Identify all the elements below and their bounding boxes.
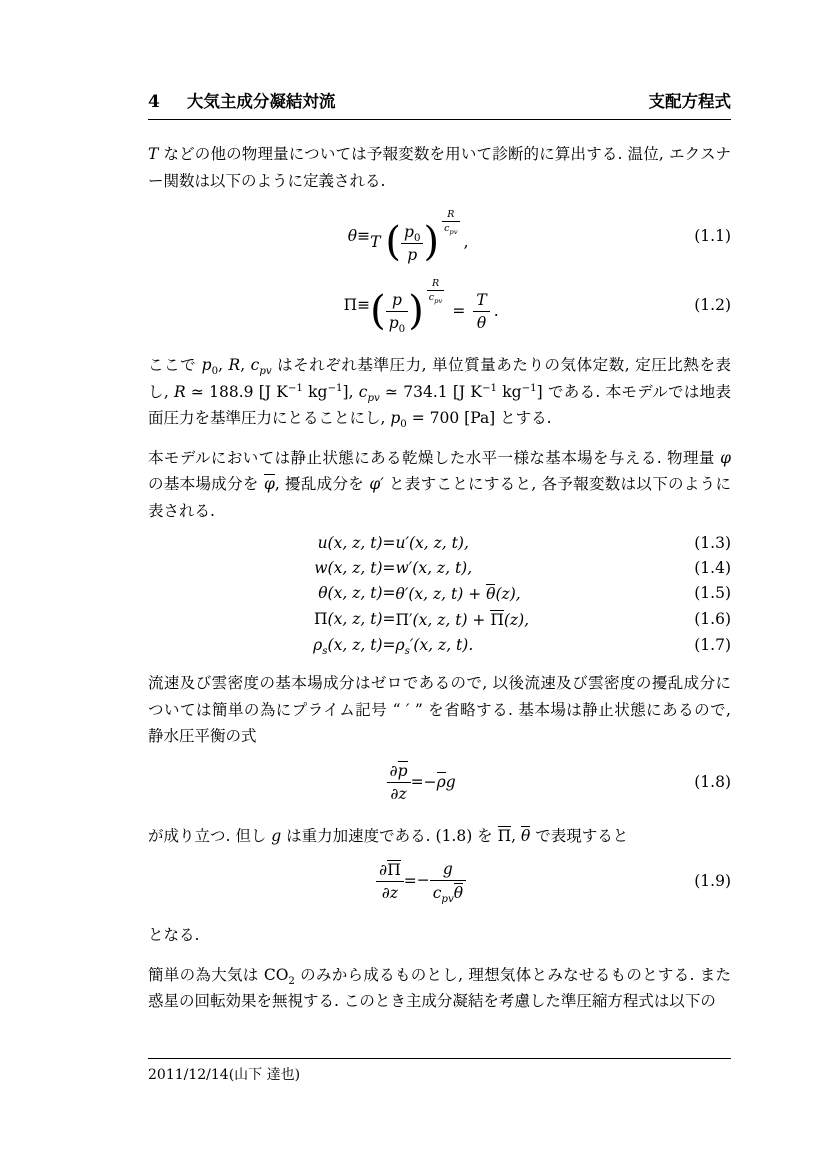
equation-number: (1.6) [694,610,731,628]
equation-hydrostatic [148,754,731,810]
exponent-R-over-cpv: R $c_{pv}$ [428,277,443,305]
overline-rho: ρ [436,773,446,791]
punctuation: , [463,233,469,251]
equation-1-1 [148,202,731,271]
math-pi: Π [343,295,358,314]
overline-p: p [397,761,408,780]
equation-number: (1.7) [694,635,731,654]
paragraph-6: となる. [148,926,200,944]
math-theta: θ [347,227,358,246]
paragraph-5: が成り立つ. 但し g は重力加速度である. (1.8) を Π, θ で表現すると [148,826,629,845]
page-number: 4 [148,92,160,112]
equation-group-definitions [148,202,731,339]
page-footer [148,1058,731,1084]
equation-group-decomposition [148,530,731,657]
equation-1-5: θ(x, z, t) = θ′(x, z, t) + θ(z), (1.5) [148,580,731,606]
paragraph-4: 流速及び雲密度の基本場成分はゼロであるので, 以後流速及び雲密度の擾乱成分については簡単の為にプライム記号 “ ′ ” を省略する. 基本場は静止状態にあるので, 静水圧平衡の式 [148,674,731,745]
fraction-p-over-p0: $\frac{p}{p_0}$ [386,291,408,332]
equation-1-3: u(x, z, t) = u′(x, z, t), (1.3) [148,530,731,555]
paragraph-3: 本モデルにおいては静止状態にある乾燥した水平一様な基本場を与える. 物理量 φ の基本場成分を φ, 擾乱成分を φ′ と表すことにすると, 各予報変数は以下のように表される. [148,448,731,520]
equals-symbol: = [382,635,396,654]
equation-1-7: $\rho_s(x$, z, t) = $\rho_s'(x$, z, t). (1.7) [148,632,731,657]
equals-symbol: = [382,533,396,552]
minus-sign: − [416,871,430,889]
overline-pi: Π [387,861,401,879]
equiv-symbol: ≡ [357,227,371,246]
equiv-symbol: ≡ [357,295,371,314]
paragraph-7: 簡単の為大気は $CO_2$ のみから成るものとし, 理想気体とみなせるものとする. また惑星の回転効果を無視する. このとき主成分凝結を考慮した準圧縮方程式は以下の [148,965,731,1010]
equation-number: (1.3) [694,533,731,552]
section-title: 支配方程式 [648,92,731,111]
equals-symbol: = [403,872,417,890]
equals-symbol: = [382,584,396,602]
equation-number: (1.5) [694,584,731,602]
equation-1-6: Π(x, z, t) = Π′(x, z, t) + Π(z), (1.6) [148,606,731,632]
minus-sign: − [423,773,437,791]
left-paren: ( [385,219,402,265]
left-paren: ( [370,287,386,334]
equals-symbol: = [382,610,396,628]
punctuation: . [493,301,499,320]
equation-number: (1.4) [694,558,731,577]
equation-number: (1.1) [694,227,731,246]
math-g: g [445,773,456,791]
equals-symbol: = [410,772,424,791]
page-header [148,88,731,120]
fraction-dpbar-dz: $\frac{\partial p}{\partial z}$ [387,761,411,803]
equation-exner-hydrostatic [148,853,731,909]
math-coefficient: T [370,233,381,251]
paragraph-1: T などの他の物理量については予報変数を用いて診断的に算出する. 温位, エクスナー関数は以下のように定義される. [148,145,731,190]
text-block [148,88,731,1015]
equation-number: (1.9) [694,872,731,890]
footer-date-author: 2011/12/14(山下 達也) [148,1067,301,1083]
exponent-R-over-cpv: R $c_{pv}$ [444,209,458,236]
fraction-g-over-cpv-thetabar: $\frac{g}{c_{pv}\theta}$ [430,860,466,902]
right-paren: ) [423,219,440,265]
chapter-title: 大気主成分凝結対流 [186,92,336,111]
equation-1-9 [148,853,731,909]
equation-1-4: w(x, z, t) = w′(x, z, t), (1.4) [148,555,731,580]
equation-number: (1.8) [694,772,731,791]
overline-theta: θ [453,884,464,902]
right-paren: ) [408,287,424,334]
equation-1-8 [148,754,731,810]
paragraph-2: ここで $p_0$, R, $c_{pv}$ はそれぞれ基準圧力, 単位質量あたりの気体定数, 定圧比熱を表し, R ≃ 188.9 [J $K^{-1}$ $kg^{-1}$], $c_{pv}$ ≃ 734.1 [J $K^{-1}$ $kg^{-1}$] である. 本モデルでは地表面圧力を基準圧力にとることにし, $p_0 = 700$ [Pa] とする. [148,356,732,431]
equation-1-2 [148,271,731,340]
equation-number: (1.2) [694,295,731,314]
fraction-dpibar-dz: $\frac{\partial\Pi}{\partial z}$ [376,860,404,902]
fraction-p0-over-p: $\frac{p_0}{p}$ [401,223,423,264]
equals-symbol: = [382,558,396,577]
equals-symbol: = [452,301,466,320]
fraction-T-over-theta: $\frac{T}{\theta}$ [473,291,489,332]
